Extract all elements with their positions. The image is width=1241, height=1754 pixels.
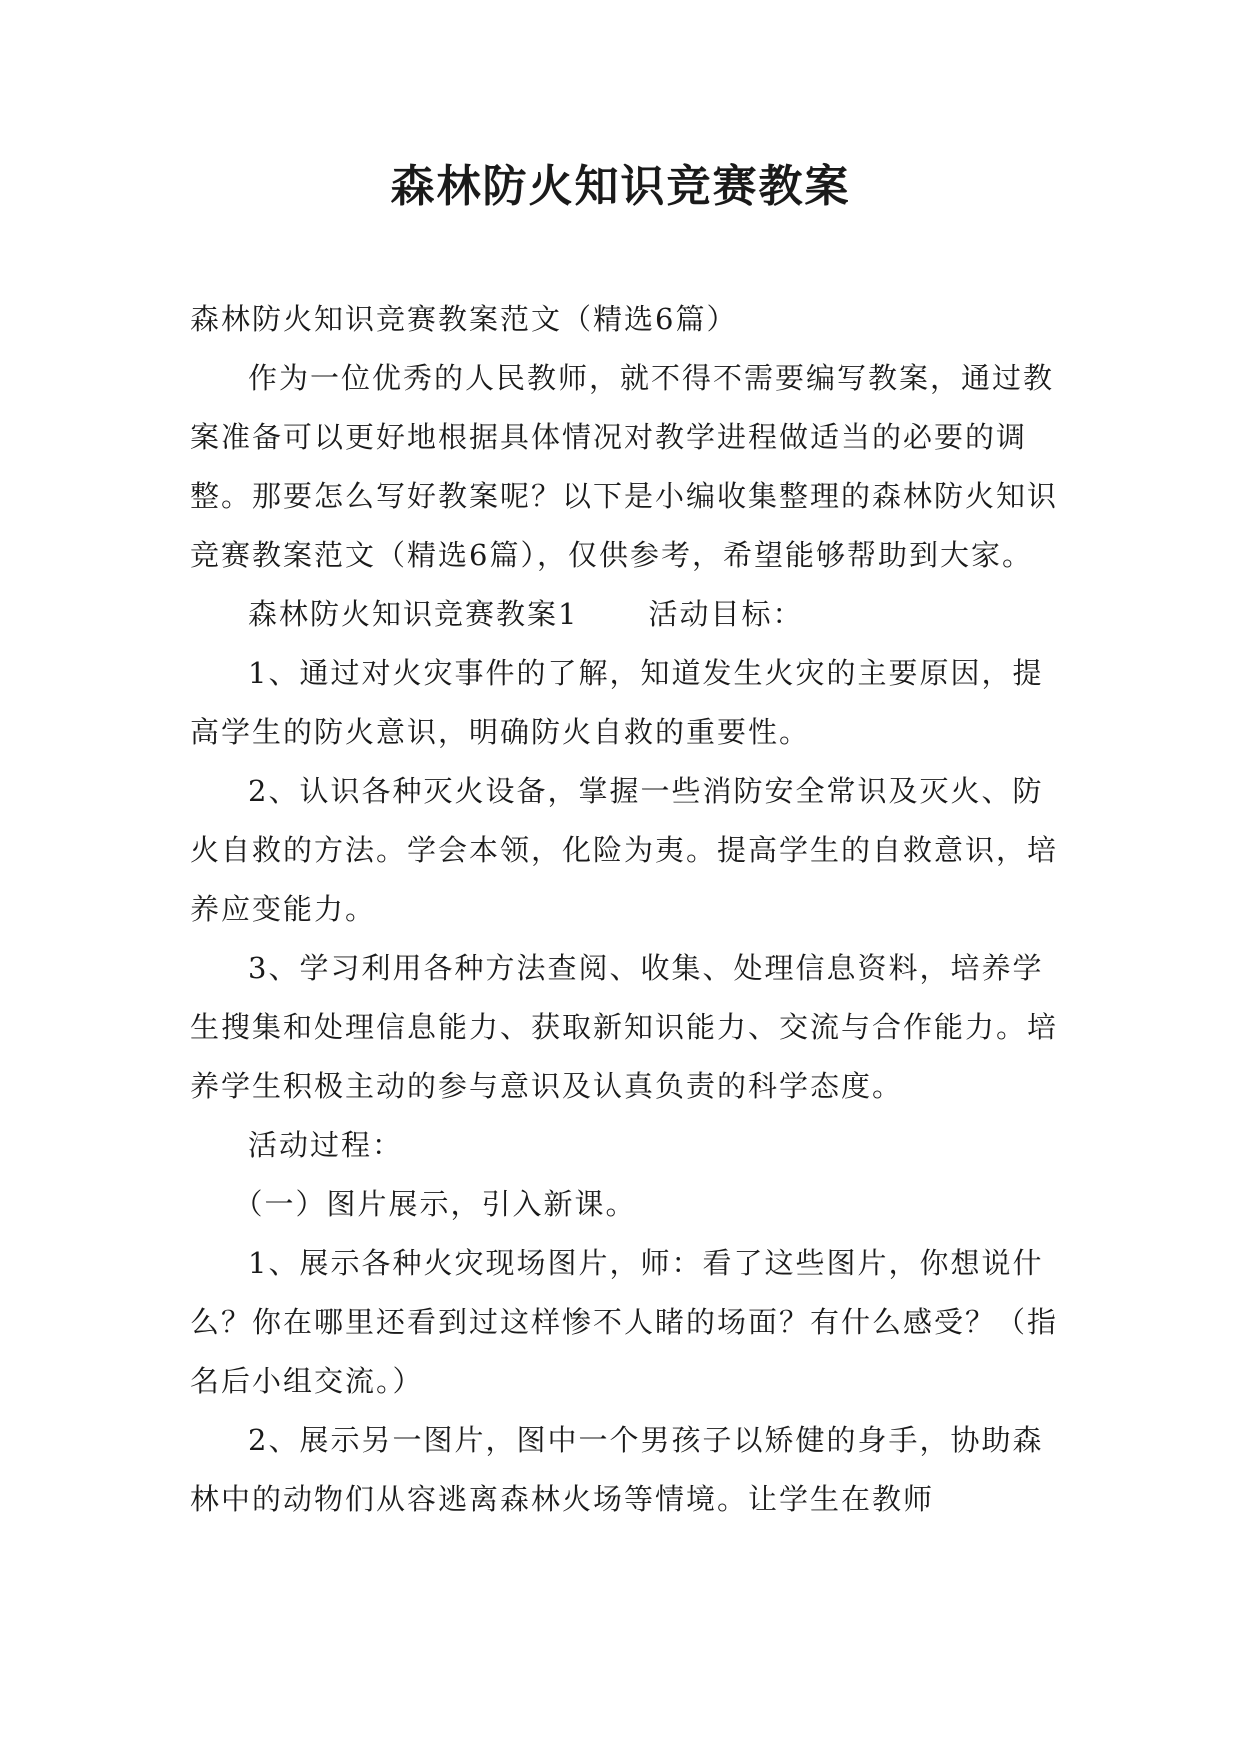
step-1-item-2: 2、展示另一图片，图中一个男孩子以矫健的身手，协助森林中的动物们从容逃离森林火场等情境。让学生在教师 xyxy=(190,1423,1044,1516)
section-heading-line xyxy=(190,585,1060,644)
process-label: 活动过程： xyxy=(248,1128,404,1162)
objective-2: 2、认识各种灭火设备，掌握一些消防安全常识及灭火、防火自救的方法。学会本领，化险为夷。提高学生的自救意识，培养应变能力。 xyxy=(190,774,1059,926)
objectives-label: 活动目标： xyxy=(648,597,804,631)
section-heading: 森林防火知识竞赛教案1 xyxy=(248,597,579,631)
intro-paragraph: 作为一位优秀的人民教师，就不得不需要编写教案，通过教案准备可以更好地根据具体情况对教学进程做适当的必要的调整。那要怎么写好教案呢？以下是小编收集整理的森林防火知识竞赛教案范文（精选6篇），仅供参考，希望能够帮助到大家。 xyxy=(190,361,1059,572)
step-1-heading: （一）图片展示，引入新课。 xyxy=(233,1187,637,1221)
document-title: 森林防火知识竞赛教案 xyxy=(390,161,851,212)
objective-1: 1、通过对火灾事件的了解，知道发生火灾的主要原因，提高学生的防火意识，明确防火自救的重要性。 xyxy=(190,656,1044,749)
document-body xyxy=(190,290,1060,1529)
step-1-item-1: 1、展示各种火灾现场图片，师：看了这些图片，你想说什么？你在哪里还看到过这样惨不人睹的场面？有什么感受？（指名后小组交流。） xyxy=(190,1246,1059,1398)
objective-3: 3、学习利用各种方法查阅、收集、处理信息资料，培养学生搜集和处理信息能力、获取新知识能力、交流与合作能力。培养学生积极主动的参与意识及认真负责的科学态度。 xyxy=(190,951,1059,1103)
document-subtitle: 森林防火知识竞赛教案范文（精选6篇） xyxy=(190,302,738,336)
